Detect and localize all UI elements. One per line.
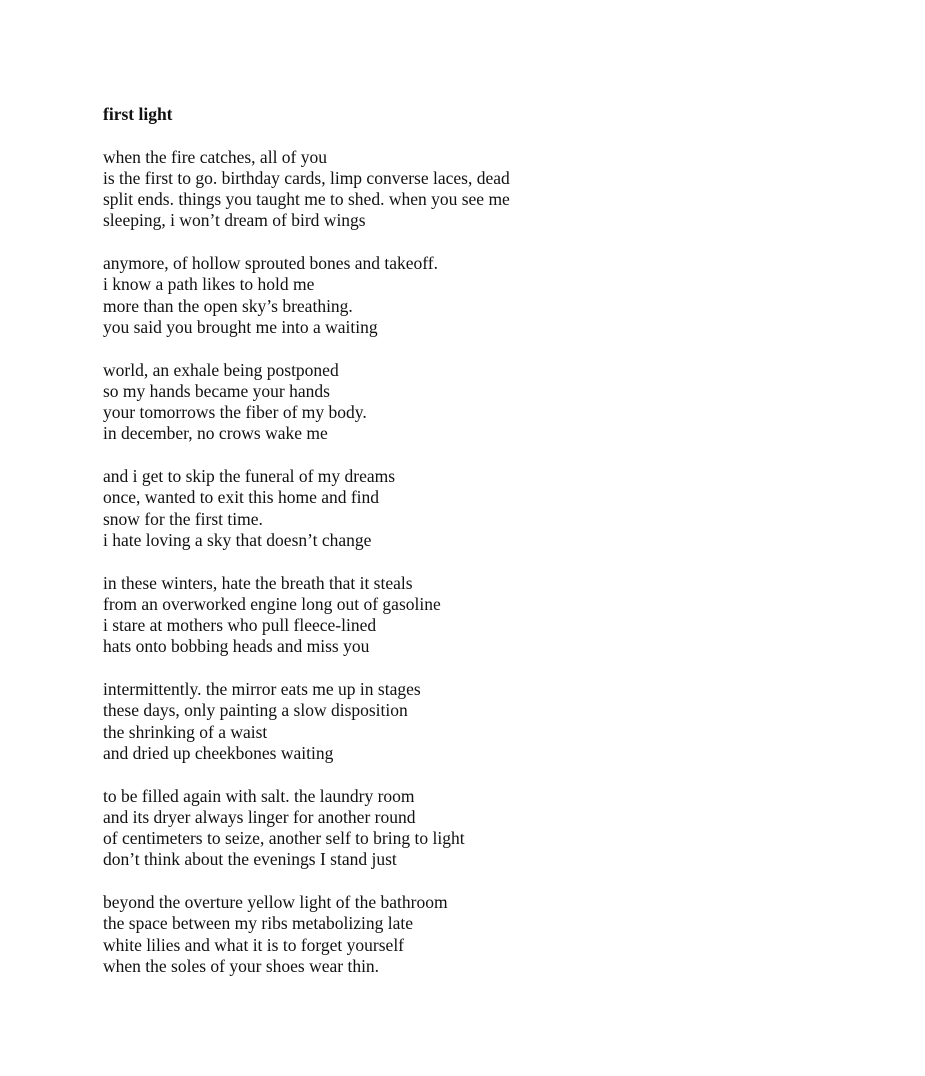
- poem-line: world, an exhale being postponed: [103, 359, 339, 380]
- poem: [103, 104, 863, 977]
- poem-line: when the fire catches, all of you: [103, 146, 328, 167]
- poem-line: in december, no crows wake me: [103, 423, 328, 444]
- poem-line: more than the open sky’s breathing.: [103, 295, 353, 316]
- poem-line: these days, only painting a slow disposition: [103, 700, 408, 721]
- poem-line: the shrinking of a waist: [103, 721, 268, 742]
- poem-line: your tomorrows the fiber of my body.: [103, 402, 367, 423]
- stanza-5: [103, 573, 863, 658]
- stanza-2: [103, 253, 863, 338]
- poem-line: of centimeters to seize, another self to bring to light: [103, 828, 465, 849]
- poem-line: to be filled again with salt. the laundry room: [103, 785, 415, 806]
- poem-line: white lilies and what it is to forget yourself: [103, 934, 405, 955]
- poem-line: sleeping, i won’t dream of bird wings: [103, 210, 366, 231]
- poem-line: in these winters, hate the breath that it steals: [103, 572, 413, 593]
- poem-line: when the soles of your shoes wear thin.: [103, 955, 380, 976]
- poem-line: i know a path likes to hold me: [103, 274, 315, 295]
- poem-line: i stare at mothers who pull fleece-lined: [103, 615, 377, 636]
- poem-line: you said you brought me into a waiting: [103, 316, 378, 337]
- stanza-3: [103, 360, 863, 445]
- stanza-7: [103, 786, 863, 871]
- poem-line: once, wanted to exit this home and find: [103, 487, 380, 508]
- poem-line: hats onto bobbing heads and miss you: [103, 636, 370, 657]
- poem-line: and its dryer always linger for another round: [103, 806, 416, 827]
- poem-line: and dried up cheekbones waiting: [103, 742, 334, 763]
- stanza-8: [103, 892, 863, 977]
- poem-title: first light: [103, 104, 173, 124]
- poem-line: intermittently. the mirror eats me up in stages: [103, 679, 421, 700]
- poem-line: so my hands became your hands: [103, 380, 330, 401]
- poem-line: and i get to skip the funeral of my dreams: [103, 466, 396, 487]
- poem-line: from an overworked engine long out of gasoline: [103, 593, 441, 614]
- poem-line: the space between my ribs metabolizing late: [103, 913, 414, 934]
- poem-line: beyond the overture yellow light of the bathroom: [103, 891, 448, 912]
- poem-line: i hate loving a sky that doesn’t change: [103, 529, 372, 550]
- poem-line: split ends. things you taught me to shed. when you see me: [103, 189, 510, 210]
- stanza-4: [103, 466, 863, 551]
- poem-line: is the first to go. birthday cards, limp converse laces, dead: [103, 167, 510, 188]
- poem-line: snow for the first time.: [103, 508, 263, 529]
- stanza-1: [103, 147, 863, 232]
- poem-line: don’t think about the evenings I stand just: [103, 849, 397, 870]
- stanza-6: [103, 679, 863, 764]
- poem-line: anymore, of hollow sprouted bones and takeoff.: [103, 253, 439, 274]
